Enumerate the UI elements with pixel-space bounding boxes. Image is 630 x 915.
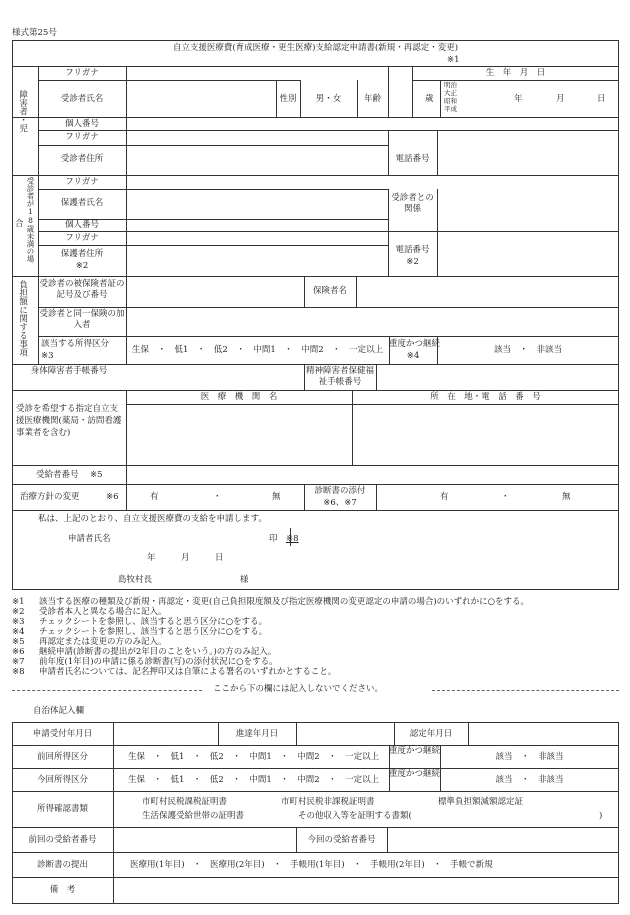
footnote: ※2 受診者本人と異なる場合に記入。 — [12, 607, 167, 617]
guardian-side-label-b: 合 — [15, 219, 24, 229]
income-docs-label: 所得確認書類 — [36, 804, 88, 814]
seal-label: 印 — [269, 534, 278, 544]
remarks-label: 備 考 — [49, 885, 76, 895]
applicant-name-label: 申請者氏名 — [68, 534, 111, 544]
insured-number-label: 受診者の被保険者証の記号及び番号 — [39, 279, 125, 300]
institution-address-header: 所 在 地・電 話 番 号 — [430, 392, 541, 402]
doc-option[interactable]: 標準負担額減額認定証 — [438, 797, 524, 807]
form-number: 様式第25号 — [12, 28, 57, 38]
birth-month-label: 月 — [556, 94, 565, 104]
income-class-note: ※3 — [41, 351, 54, 361]
furigana-label: フリガナ — [65, 233, 99, 243]
furigana-label: フリガナ — [65, 177, 99, 187]
curr-heavy-options[interactable]: 該当 ・ 非該当 — [495, 775, 564, 785]
curr-heavy-label: 重度かつ継続 — [389, 769, 441, 779]
sex-label: 性別 — [279, 94, 297, 104]
footnote: ※1 該当する医療の種類及び新規・再認定・変更(自己負担限度額及び指定医療機関の変更認定の申請の場合)のいずれかに○をする。 — [12, 597, 530, 607]
guardian-phone-note: ※2 — [406, 257, 419, 267]
separator-dot: ・ — [501, 492, 510, 502]
income-class-options[interactable]: 生保 ・ 低1 ・ 低2 ・ 中間1 ・ 中間2 ・ 一定以上 — [132, 345, 384, 355]
income-class-label: 該当する所得区分 — [41, 339, 110, 349]
treatment-yes[interactable]: 有 — [150, 492, 159, 502]
patient-side-label: 障害者・児 — [17, 90, 28, 133]
footnote: ※8 申請者氏名については、記名押印又は自筆による署名のいずれかとすること。 — [12, 667, 337, 677]
footnote: ※7 前年度(1年目)の申請に係る診断書(写)の添付状況に○をする。 — [12, 657, 278, 667]
treatment-no[interactable]: 無 — [272, 492, 281, 502]
prev-income-label: 前回所得区分 — [36, 752, 88, 762]
birth-day-label: 日 — [597, 94, 606, 104]
same-insurance-label: 受診者と同一保険の加入者 — [39, 309, 125, 330]
footnote: ※3 チェックシートを参照し、該当すると思う区分に○をする。 — [12, 617, 268, 627]
patient-name-label: 受診者氏名 — [60, 94, 104, 104]
patient-id-label: 個人番号 — [64, 119, 99, 129]
office-section-title: 自治体記入欄 — [33, 706, 85, 716]
guardian-id-label: 個人番号 — [64, 220, 99, 230]
age-unit: 歳 — [425, 94, 434, 104]
received-date-label: 申請受付年月日 — [32, 729, 93, 739]
guardian-address-note: ※2 — [75, 261, 89, 271]
addressee-honorific: 様 — [240, 575, 249, 585]
guardian-phone-label: 電話番号 — [395, 245, 430, 255]
declaration-text: 私は、上記のとおり、自立支援医療費の支給を申請します。 — [38, 514, 267, 524]
birth-year-label: 年 — [514, 94, 523, 104]
patient-address-label: 受診者住所 — [60, 154, 104, 164]
approved-date-label: 認定年月日 — [409, 729, 453, 739]
heavy-continuous-options[interactable]: 該当 ・ 非該当 — [493, 345, 562, 355]
prev-heavy-label: 重度かつ継続 — [389, 746, 441, 756]
physical-disability-cert-label: 身体障害者手帳番号 — [30, 366, 108, 376]
prev-recipient-id-label: 前回の受給者番号 — [28, 835, 97, 845]
footnote: ※6 継続申請(診断書の提出が2年目のことをいう。)の方のみ記入。 — [12, 647, 277, 657]
forwarded-date-label: 進達年月日 — [235, 729, 279, 739]
guardian-side-label: 受診者が18歳未満の場 — [26, 177, 35, 263]
diagnosis-no[interactable]: 無 — [562, 492, 571, 502]
sex-options[interactable]: 男・女 — [315, 94, 342, 104]
birthdate-label: 生 年 月 日 — [485, 68, 546, 78]
recipient-number-note: ※5 — [90, 470, 103, 480]
institution-label: 受診を希望する指定自立支援医療機関(薬局・訪問看護事業者を含む) — [16, 404, 122, 438]
seal-note: ※8 — [286, 534, 299, 544]
heavy-continuous-label: 重度かつ継続 — [389, 339, 441, 349]
guardian-address-label: 保護者住所 — [60, 249, 104, 259]
application-date: 年 月 日 — [147, 553, 224, 563]
diagnosis-attach-label: 診断書の添付 — [314, 486, 366, 496]
curr-income-options[interactable]: 生保 ・ 低1 ・ 低2 ・ 中間1 ・ 中間2 ・ 一定以上 — [128, 775, 380, 785]
recipient-number-label: 受給者番号 — [36, 470, 79, 480]
curr-recipient-id-label: 今回の受給者番号 — [307, 835, 376, 845]
addressee: 島牧村長 — [118, 575, 153, 585]
treatment-change-note: ※6 — [106, 492, 119, 502]
insurer-name-label: 保険者名 — [312, 286, 347, 296]
footnote: ※5 再認定または変更の方のみ記入。 — [12, 637, 167, 647]
form-title: 自立支援医療費(育成医療・更生医療)支給認定申請書(新規・再認定・変更) — [172, 43, 459, 53]
divider-text: ここから下の欄には記入しないでください。 — [213, 684, 384, 694]
furigana-label: フリガナ — [65, 68, 99, 78]
furigana-label: フリガナ — [65, 132, 99, 142]
diagnosis-yes[interactable]: 有 — [440, 492, 449, 502]
institution-name-header: 医 療 機 関 名 — [200, 392, 278, 402]
diagnosis-attach-note: ※6、※7 — [323, 498, 357, 508]
title-note: ※1 — [447, 55, 460, 65]
diagnosis-submission-label: 診断書の提出 — [36, 860, 88, 870]
age-label: 年齢 — [363, 94, 381, 104]
doc-option[interactable]: 市町村民税課税証明書 — [142, 797, 228, 807]
diagnosis-submission-options[interactable]: 医療用(1年目) ・ 医療用(2年目) ・ 手帳用(1年目) ・ 手帳用(2年目) ・ 手帳で新規 — [130, 860, 493, 870]
curr-income-label: 今回所得区分 — [36, 775, 88, 785]
heavy-continuous-note: ※4 — [406, 351, 420, 361]
doc-option[interactable]: 市町村民税非課税証明書 — [281, 797, 375, 807]
mental-health-cert-label: 精神障害者保健福祉手帳番号 — [305, 366, 374, 387]
burden-side-label: 負担額に関する事項 — [17, 280, 28, 357]
patient-phone-label: 電話番号 — [395, 154, 430, 164]
doc-option[interactable]: その他収入等を証明する書類( — [298, 811, 412, 821]
era-list[interactable]: 明治 大正 昭和 平成 — [444, 81, 457, 113]
doc-option[interactable]: 生活保護受給世帯の証明書 — [142, 811, 245, 821]
footnote: ※4 チェックシートを参照し、該当すると思う区分に○をする。 — [12, 627, 268, 637]
separator-dot: ・ — [213, 492, 222, 502]
relation-label: 受診者との関係 — [391, 193, 434, 214]
prev-income-options[interactable]: 生保 ・ 低1 ・ 低2 ・ 中間1 ・ 中間2 ・ 一定以上 — [128, 752, 380, 762]
treatment-change-label: 治療方針の変更 — [20, 492, 80, 502]
guardian-name-label: 保護者氏名 — [60, 198, 104, 208]
doc-option-close: ) — [599, 811, 603, 821]
prev-heavy-options[interactable]: 該当 ・ 非該当 — [495, 752, 564, 762]
